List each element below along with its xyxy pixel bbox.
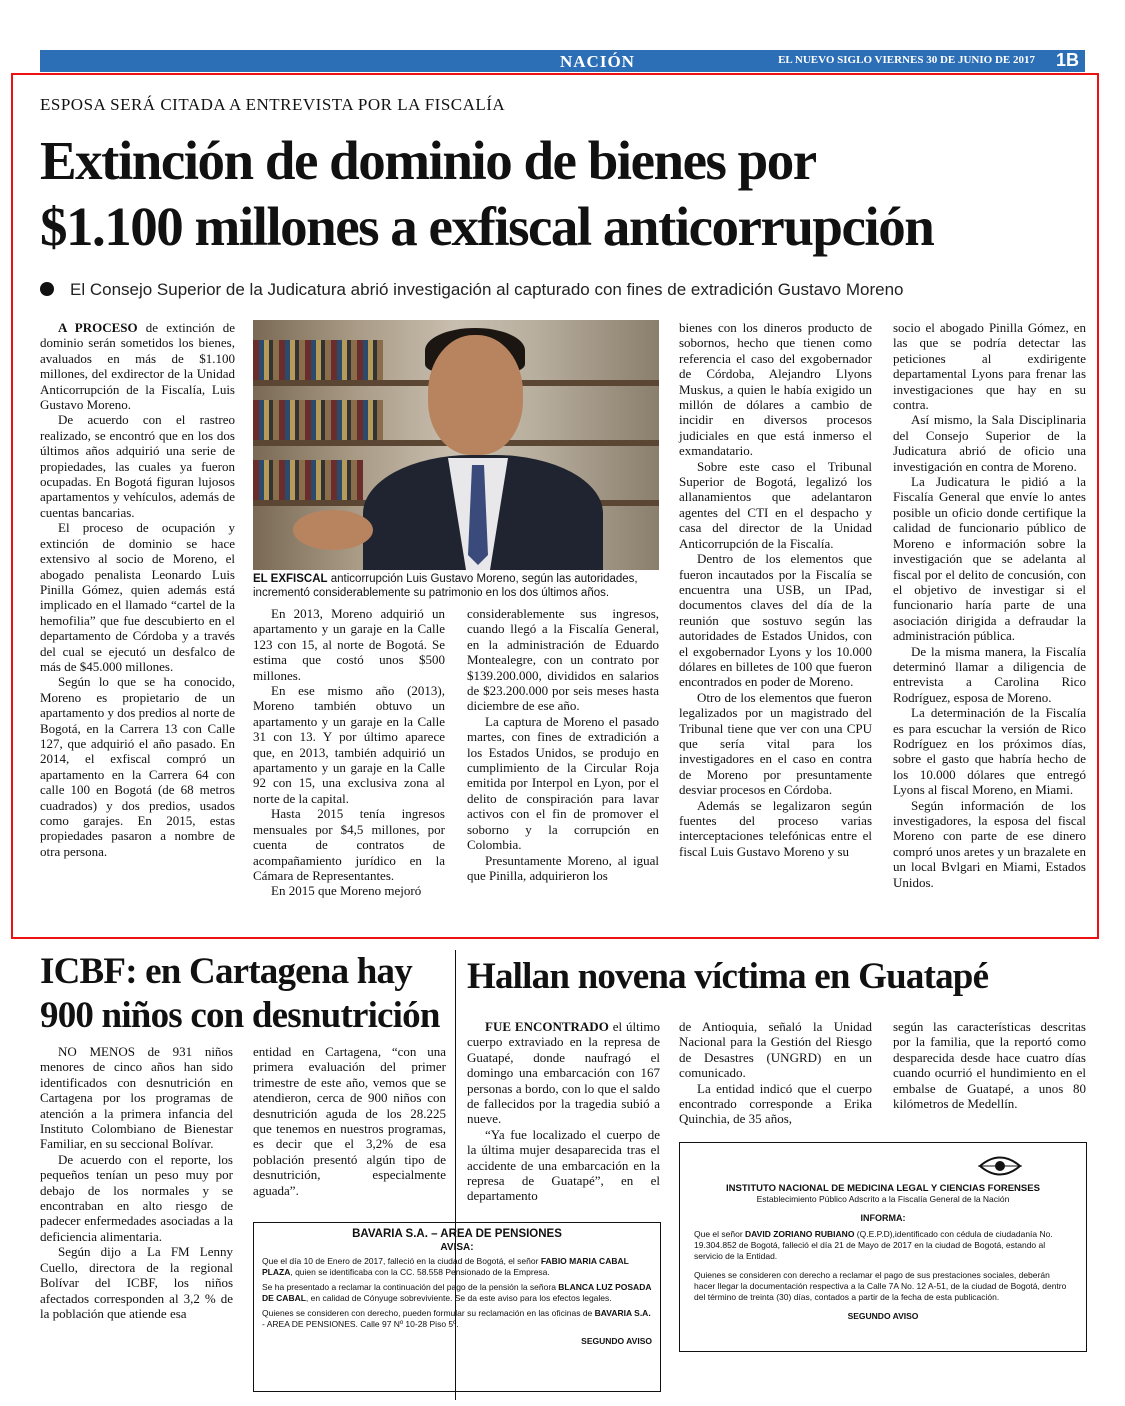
paragraph: De acuerdo con el reporte, los pequeños tenían un peso muy por debajo de los normales y se encontraban en alto riesgo de padecer enfermedades asociadas a la deficiencia alimentaria.: [40, 1151, 233, 1244]
paragraph: Otro de los elementos que fueron legalizados por un magistrado del Tribunal tiene que ver con una CPU que sería vital para los investigadores en el caso en contra de Moreno por presuntamente desviar procesos en Córdoba.: [679, 689, 872, 798]
notice-signature: SEGUNDO AVISO: [847, 1311, 919, 1321]
paragraph: Sobre este caso el Tribunal Superior de Bogotá, legalizó los allanamientos que adelantaron agentes del CTI en el despacho y casa del director de la Unidad Anticorrupción de la Fiscalía.: [679, 458, 872, 551]
paragraph: “Ya fue localizado el cuerpo de la última mujer desaparecida tras el accidente de una embarcación en la represa de Guatapé”, en el departamento: [467, 1126, 660, 1204]
paragraph: NO MENOS de 931 niños menores de cinco años han sido identificados con desnutrición en Cartagena por los programas de atención a la primera infancia del Instituto Colombiano de Bienestar Familiar, en su seccional Bolívar.: [40, 1044, 233, 1152]
notice-informa: INFORMA:: [860, 1213, 906, 1223]
notice-signature: SEGUNDO AVISO: [581, 1336, 652, 1346]
paragraph: Así mismo, la Sala Disciplinaria del Consejo Superior de la Judicatura abrió de oficio una investigación en contra de Moreno.: [893, 412, 1086, 474]
article-headline: [40, 128, 1100, 260]
paragraph: Según lo que se ha conocido, Moreno es propietario de un apartamento y dos predios al norte de Bogotá, en la Carrera 13 con Calle 127, que adquirió el año pasado. En 2014, el exfiscal compró un apartamento en la Carrera 64 con calle 100 en Bogotá (de 68 metros cuadrados) y dos predios, usados como garajes. En 2015, estas propiedades pasaron a nombre de otra persona.: [40, 674, 235, 859]
article-subheadline: [40, 280, 1100, 300]
notice-paragraph: Se ha presentado a reclamar la continuación del pago de la pensión la señora BLANCA LUZ POSADA DE CABAL, en calidad de Cónyuge sobreviviente. Se da este aviso para los efectos legales.: [262, 1282, 652, 1303]
caption-lead: EL EXFISCAL: [253, 573, 328, 585]
bullet-icon: [40, 282, 54, 296]
paragraph: Según información de los investigadores, la esposa del fiscal Moreno con parte de ese dinero compró unos aretes y un brazalete en un local Bvlgari en Miami, Estados Unidos.: [893, 797, 1086, 890]
paragraph: En 2015 que Moreno mejoró: [271, 883, 422, 899]
notice-title: INSTITUTO NACIONAL DE MEDICINA LEGAL Y CIENCIAS FORENSES: [726, 1183, 1040, 1194]
article-kicker: ESPOSA SERÁ CITADA A ENTREVISTA POR LA FISCALÍA: [40, 95, 506, 114]
article-column-3: [467, 606, 659, 883]
paragraph: La captura de Moreno el pasado martes, con fines de extradición a los Estados Unidos, se produjo en cumplimiento de la Circular Roja emitida por Interpol en Lyon, por el delito de conspiración para lavar activos con el fin de promover el soborno y la corrupción en Colombia.: [467, 713, 659, 853]
notice-paragraph: Que el día 10 de Enero de 2017, falleció en la ciudad de Bogotá, el señor FABIO MARIA CABAL PLAZA, quien se identificaba con la CC. 58.558 Pensionado de la Empresa.: [262, 1256, 629, 1277]
paragraph: Hasta 2015 tenía ingresos mensuales por $4,5 millones, por cuenta de contratos de acompañamiento jurídico en la Cámara de Representantes.: [253, 806, 445, 883]
medicina-legal-notice: [679, 1142, 1087, 1352]
paragraph: La Judicatura le pidió a la Fiscalía General que envíe lo antes posible un oficio donde certifique la calidad de funcionario público de Moreno e información sobre la investigación que se adelanta al fiscal por el delito de concusión, con el objetivo de investigar si el funcionario haría parte de una asociación dirigida a defraudar la administración pública.: [893, 474, 1086, 644]
lead-in: FUE ENCONTRADO: [485, 1019, 609, 1034]
notice-subtitle: AVISA:: [440, 1242, 474, 1253]
paragraph: socio el abogado Pinilla Gómez, en las que se podría detectar las peticiones al exdirigente departamental Lyons para frenar las investigaciones que hay en su contra.: [893, 320, 1086, 413]
paragraph: Presuntamente Moreno, al igual que Pinilla, adquirieron los: [467, 852, 659, 883]
notice-title: BAVARIA S.A. – AREA DE PENSIONES: [352, 1228, 562, 1240]
section-header-band: [40, 50, 1085, 72]
paragraph: En 2013, Moreno adquirió un apartamento y un garaje en la Calle 123 con 15, al norte de Bogotá. Se estima que costó unos $500 millones.: [253, 606, 445, 683]
paragraph: bienes con los dineros producto de sobornos, hecho que tienen como referencia el caso del exgobernador de Córdoba, Alejandro Llyons Muskus, a quien le había exigido un millón de dólares a cambio de incidir en diversos procesos judiciales en que está inmerso el exmandatario.: [679, 320, 872, 459]
dateline: EL NUEVO SIGLO VIERNES 30 DE JUNIO DE 2017: [778, 54, 1035, 66]
guatape-column-1: [467, 1019, 660, 1204]
guatape-headline: Hallan novena víctima en Guatapé: [467, 956, 989, 997]
article-column-4: [679, 320, 872, 859]
subheadline-text: El Consejo Superior de la Judicatura abrió investigación al capturado con fines de extradición Gustavo Moreno: [70, 280, 904, 299]
paragraph: La entidad indicó que el cuerpo encontrado corresponde a Erika Quinchia, de 35 años,: [679, 1080, 872, 1127]
paragraph: de Antioquia, señaló la Unidad Nacional para la Gestión del Riesgo de Desastres (UNGRD) en un comunicado.: [679, 1019, 872, 1081]
article-column-1: [40, 320, 235, 859]
photo-caption: EL EXFISCAL anticorrupción Luis Gustavo Moreno, según las autoridades, incrementó considerablemente su patrimonio en los dos últimos años.: [253, 573, 638, 599]
paragraph: De acuerdo con el rastreo realizado, se encontró que en los dos últimos años adquirió una serie de propiedades, las cuales ya fueron ocupadas. En Bogotá figuran lujosos apartamentos y vehículos, además de cuentas bancarias.: [40, 412, 235, 520]
headline-line-2: $1.100 millones a exfiscal anticorrupción: [40, 196, 934, 257]
section-name: NACIÓN: [560, 52, 635, 71]
paragraph: considerablemente sus ingresos, cuando llegó a la Fiscalía General, en la administración de Eduardo Montealegre, con un contrato por $139.200.000, divididos en salarios de $23.200.000 por seis meses hasta diciembre de ese año.: [467, 606, 659, 714]
icbf-column-1: [40, 1044, 233, 1321]
article-column-5: [893, 320, 1086, 890]
paragraph: según las características descritas por la familia, que la reportó como desparecida desde hace cuatro días cuando ocurrió el hundimiento en el embalse de Guatapé, a unos 80 kilómetros de Medellín.: [893, 1019, 1086, 1112]
paragraph: Dentro de los elementos que fueron incautados por la Fiscalía se encuentra una USB, un IPad, documentos claves del día de la reunión que sostuvo según las autoridades de Estados Unidos, con el exgobernador Lyons y los 10.000 dólares en billetes de 100 que fueron encontrados en poder de Moreno.: [679, 551, 872, 690]
article-column-2: [253, 606, 445, 899]
notice-paragraph: Quienes se consideren con derecho a reclamar el pago de sus prestaciones sociales, deberán hacer llegar la documentación respectiva a la Calle 7A No. 12 A-51, de la ciudad de Bogotá, dentro del término de treinta (30) días, contados a partir de la fecha de esta publicación.: [694, 1270, 1067, 1302]
eye-logo-icon: [978, 1153, 1022, 1179]
lead-in: A PROCESO: [58, 320, 138, 335]
guatape-column-3: [893, 1019, 1086, 1111]
guatape-column-2: [679, 1019, 872, 1127]
paragraph: FUE ENCONTRADO el último cuerpo extraviado en la represa de Guatapé, donde naufragó el domingo una embarcación con 167 personas a bordo, con lo que el saldo de fallecidos por la tragedia subió a nueve.: [467, 1019, 660, 1127]
paragraph: Según dijo a La FM Lenny Cuello, directora de la regional Bolívar del ICBF, los niños afectados corresponden al 3,2 % de la población que atiende esa: [40, 1244, 233, 1321]
paragraph: De la misma manera, la Fiscalía determinó llamar a diligencia de entrevista a Carolina Rico Rodríguez, esposa de Moreno.: [893, 643, 1086, 705]
bavaria-notice: [253, 1222, 661, 1392]
article-photo: [253, 320, 659, 570]
paragraph: El proceso de ocupación y extinción de dominio se hace extensivo al socio de Moreno, el abogado penalista Leonardo Luis Pinilla Gómez, quien además está implicado en el llamado “cartel de la hemofilia” que fue descubierto en el departamento de Córdoba y a través del cual se ejecutó un desfalco de más de $45.000 millones.: [40, 520, 235, 674]
paragraph: A PROCESO de extinción de dominio serán sometidos los bienes, avaluados en más de $1.100 millones, del exdirector de la Unidad Anticorrupción de la Fiscalía, Luis Gustavo Moreno.: [40, 320, 235, 413]
notice-paragraph: Quienes se consideren con derecho, pueden formular su reclamación en las oficinas de BAVARIA S.A. - AREA DE PENSIONES. Calle 97 Nº 10-28 Piso 5º.: [262, 1308, 651, 1329]
paragraph: Además se legalizaron según fuentes del proceso varias interceptaciones telefónicas entre el fiscal Luis Gustavo Moreno y su: [679, 797, 872, 859]
paragraph: En ese mismo año (2013), Moreno también obtuvo un apartamento y un garaje en la Calle 31 con 13. Y por último aparece que, en 2013, también adquirió un apartamento y un garaje en la Calle 92 con 15, una exclusiva zona al norte de la capital.: [253, 683, 445, 806]
headline-line-1: Extinción de dominio de bienes por: [40, 130, 816, 191]
notice-paragraph: Que el señor DAVID ZORIANO RUBIANO (Q.E.P.D),identificado con cédula de ciudadanía No. 19.304.852 de Bogotá, falleció el día 21 de Mayo de 2017 en la ciudad de Bogotá, estando al servicio de la Entidad.: [694, 1229, 1053, 1261]
page-number: 1B: [1055, 50, 1079, 70]
paragraph: entidad en Cartagena, “con una primera evaluación del primer trimestre de este año, vemos que se atendieron, cerca de 900 niños con desnutrición aguda de los 28.225 que tenemos en nuestros programas, es decir que el 3,2% de esa población presentó algún tipo de desnutrición, especialmente aguada”.: [253, 1044, 446, 1198]
paragraph: La determinación de la Fiscalía es para escuchar la versión de Rico Rodríguez en los próximos días, sobre el gasto que habría hecho de los 10.000 dólares que entregó Lyons al fiscal Moreno, en Miami.: [893, 705, 1086, 798]
icbf-column-2: [253, 1044, 446, 1198]
notice-subtitle: Establecimiento Público Adscrito a la Fiscalía General de la Nación: [756, 1194, 1010, 1204]
icbf-headline: ICBF: en Cartagena hay 900 niños con desnutrición: [40, 951, 440, 1036]
